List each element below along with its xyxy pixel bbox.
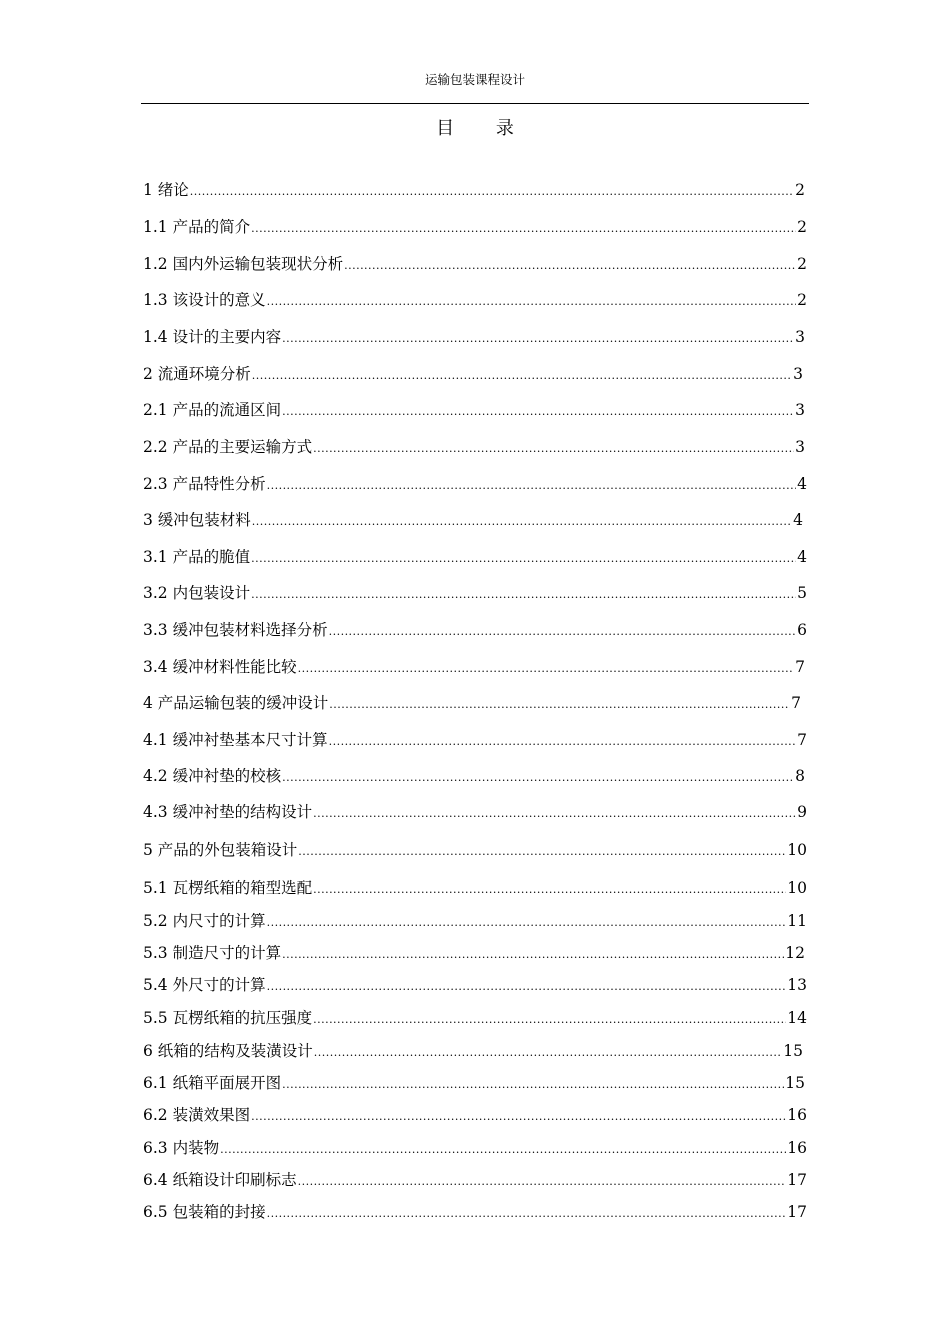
toc-entry-label: 5.3 制造尺寸的计算 <box>143 944 282 962</box>
toc-entry[interactable] <box>143 178 805 200</box>
toc-entry-page: 16 <box>787 1106 807 1124</box>
toc-dot-leader <box>267 916 787 929</box>
toc-entry-page: 3 <box>795 401 805 419</box>
toc-entry[interactable] <box>143 398 805 420</box>
toc-dot-leader <box>314 1046 782 1059</box>
toc-entry-page: 2 <box>797 291 807 309</box>
toc-entry-label: 3.2 内包装设计 <box>143 584 251 602</box>
toc-entry-label: 3.3 缓冲包装材料选择分析 <box>143 621 328 639</box>
toc-entry-page: 4 <box>797 475 807 493</box>
toc-entry[interactable] <box>143 325 805 347</box>
toc-entry-label: 3.4 缓冲材料性能比较 <box>143 658 297 676</box>
toc-entry-label: 4 产品运输包装的缓冲设计 <box>143 694 329 712</box>
toc-dot-leader <box>282 771 794 784</box>
toc-entry[interactable] <box>143 215 807 237</box>
toc-entry-label: 2.2 产品的主要运输方式 <box>143 438 313 456</box>
toc-entry-label: 4.1 缓冲衬垫基本尺寸计算 <box>143 731 328 749</box>
toc-entry[interactable] <box>143 581 807 603</box>
toc-dot-leader <box>267 1207 787 1220</box>
header-rule <box>141 103 809 104</box>
toc-dot-leader <box>267 295 797 308</box>
toc-entry-page: 3 <box>795 438 805 456</box>
toc-entry-page: 17 <box>787 1203 807 1221</box>
toc-entry[interactable] <box>143 941 805 963</box>
toc-entry[interactable] <box>143 472 807 494</box>
toc-entry-label: 4.2 缓冲衬垫的校核 <box>143 767 282 785</box>
toc-entry[interactable] <box>143 1039 803 1061</box>
toc-entry[interactable] <box>143 1006 807 1028</box>
toc-entry-label: 3 缓冲包装材料 <box>143 511 251 529</box>
toc-dot-leader <box>313 883 786 896</box>
toc-entry[interactable] <box>143 362 803 384</box>
toc-entry-label: 1.1 产品的简介 <box>143 218 251 236</box>
toc-entry-page: 9 <box>797 803 807 821</box>
toc-entry-page: 15 <box>783 1042 803 1060</box>
toc-dot-leader <box>313 442 794 455</box>
toc-entry[interactable] <box>143 909 807 931</box>
toc-dot-leader <box>329 698 790 711</box>
toc-dot-leader <box>298 1175 787 1188</box>
toc-dot-leader <box>282 332 794 345</box>
toc-entry-label: 1.2 国内外运输包装现状分析 <box>143 255 344 273</box>
toc-entry-label: 2.3 产品特性分析 <box>143 475 266 493</box>
toc-entry[interactable] <box>143 764 805 786</box>
toc-entry[interactable] <box>143 1168 807 1190</box>
toc-entry-label: 6.4 纸箱设计印刷标志 <box>143 1171 297 1189</box>
toc-entry-page: 14 <box>787 1009 807 1027</box>
toc-entry[interactable] <box>143 838 807 860</box>
toc-dot-leader <box>251 1110 786 1123</box>
toc-entry[interactable] <box>143 691 801 713</box>
toc-entry-page: 15 <box>785 1074 805 1092</box>
toc-dot-leader <box>267 980 787 993</box>
toc-entry-label: 6.5 包装箱的封接 <box>143 1203 266 1221</box>
toc-entry-page: 7 <box>797 731 807 749</box>
toc-entry-label: 2.1 产品的流通区间 <box>143 401 282 419</box>
toc-dot-leader <box>251 552 796 565</box>
toc-entry-page: 7 <box>791 694 801 712</box>
toc-dot-leader <box>282 948 784 961</box>
toc-dot-leader <box>251 222 796 235</box>
toc-entry[interactable] <box>143 435 805 457</box>
toc-entry-page: 4 <box>793 511 803 529</box>
toc-dot-leader <box>329 735 797 748</box>
toc-entry-label: 3.1 产品的脆值 <box>143 548 251 566</box>
toc-dot-leader <box>190 185 794 198</box>
toc-entry-page: 2 <box>797 255 807 273</box>
toc-entry-label: 6.1 纸箱平面展开图 <box>143 1074 282 1092</box>
toc-entry[interactable] <box>143 1071 805 1093</box>
toc-dot-leader <box>298 845 786 858</box>
toc-entry[interactable] <box>143 728 807 750</box>
toc-entry-label: 2 流通环境分析 <box>143 365 251 383</box>
toc-dot-leader <box>282 405 794 418</box>
toc-entry-page: 16 <box>787 1139 807 1157</box>
toc-entry-page: 2 <box>795 181 805 199</box>
toc-entry[interactable] <box>143 800 807 822</box>
toc-entry[interactable] <box>143 655 805 677</box>
toc-entry-page: 17 <box>787 1171 807 1189</box>
toc-entry-page: 5 <box>797 584 807 602</box>
toc-entry-label: 1.4 设计的主要内容 <box>143 328 282 346</box>
toc-entry[interactable] <box>143 1200 807 1222</box>
toc-entry[interactable] <box>143 618 807 640</box>
toc-entry[interactable] <box>143 973 807 995</box>
toc-title: 目 录 <box>436 118 532 139</box>
toc-dot-leader <box>267 479 797 492</box>
toc-entry[interactable] <box>143 545 807 567</box>
toc-dot-leader <box>282 1078 784 1091</box>
toc-entry-page: 4 <box>797 548 807 566</box>
toc-dot-leader <box>252 515 792 528</box>
toc-dot-leader <box>313 1013 786 1026</box>
toc-entry[interactable] <box>143 876 807 898</box>
toc-entry-label: 5.1 瓦楞纸箱的箱型选配 <box>143 879 313 897</box>
toc-entry-label: 5.5 瓦楞纸箱的抗压强度 <box>143 1009 313 1027</box>
toc-entry[interactable] <box>143 508 803 530</box>
toc-entry-page: 11 <box>787 912 807 930</box>
toc-entry-page: 2 <box>797 218 807 236</box>
toc-entry-label: 4.3 缓冲衬垫的结构设计 <box>143 803 313 821</box>
toc-entry-label: 6.2 装潢效果图 <box>143 1106 251 1124</box>
toc-entry-page: 3 <box>795 328 805 346</box>
toc-dot-leader <box>220 1143 786 1156</box>
toc-entry-page: 13 <box>787 976 807 994</box>
toc-entry-label: 1.3 该设计的意义 <box>143 291 266 309</box>
toc-entry-label: 1 绪论 <box>143 181 189 199</box>
toc-dot-leader <box>344 259 796 272</box>
toc-entry-label: 5.2 内尺寸的计算 <box>143 912 266 930</box>
toc-entry-page: 12 <box>785 944 805 962</box>
toc-dot-leader <box>251 588 796 601</box>
toc-entry-page: 3 <box>793 365 803 383</box>
toc-entry-page: 7 <box>795 658 805 676</box>
toc-entry[interactable] <box>143 252 807 274</box>
toc-entry-page: 10 <box>787 879 807 897</box>
toc-dot-leader <box>329 625 797 638</box>
toc-entry-label: 5.4 外尺寸的计算 <box>143 976 266 994</box>
toc-entry[interactable] <box>143 1136 807 1158</box>
toc-dot-leader <box>313 807 796 820</box>
toc-entry[interactable] <box>143 1103 807 1125</box>
toc-entry-page: 8 <box>795 767 805 785</box>
toc-entry-page: 10 <box>787 841 807 859</box>
toc-dot-leader <box>252 369 792 382</box>
toc-entry-label: 6.3 内装物 <box>143 1139 220 1157</box>
toc-entry-label: 5 产品的外包装箱设计 <box>143 841 298 859</box>
running-header: 运输包装课程设计 <box>424 72 525 87</box>
toc-entry-page: 6 <box>797 621 807 639</box>
toc-entry-label: 6 纸箱的结构及装潢设计 <box>143 1042 313 1060</box>
toc-dot-leader <box>298 662 795 675</box>
toc-entry[interactable] <box>143 288 807 310</box>
